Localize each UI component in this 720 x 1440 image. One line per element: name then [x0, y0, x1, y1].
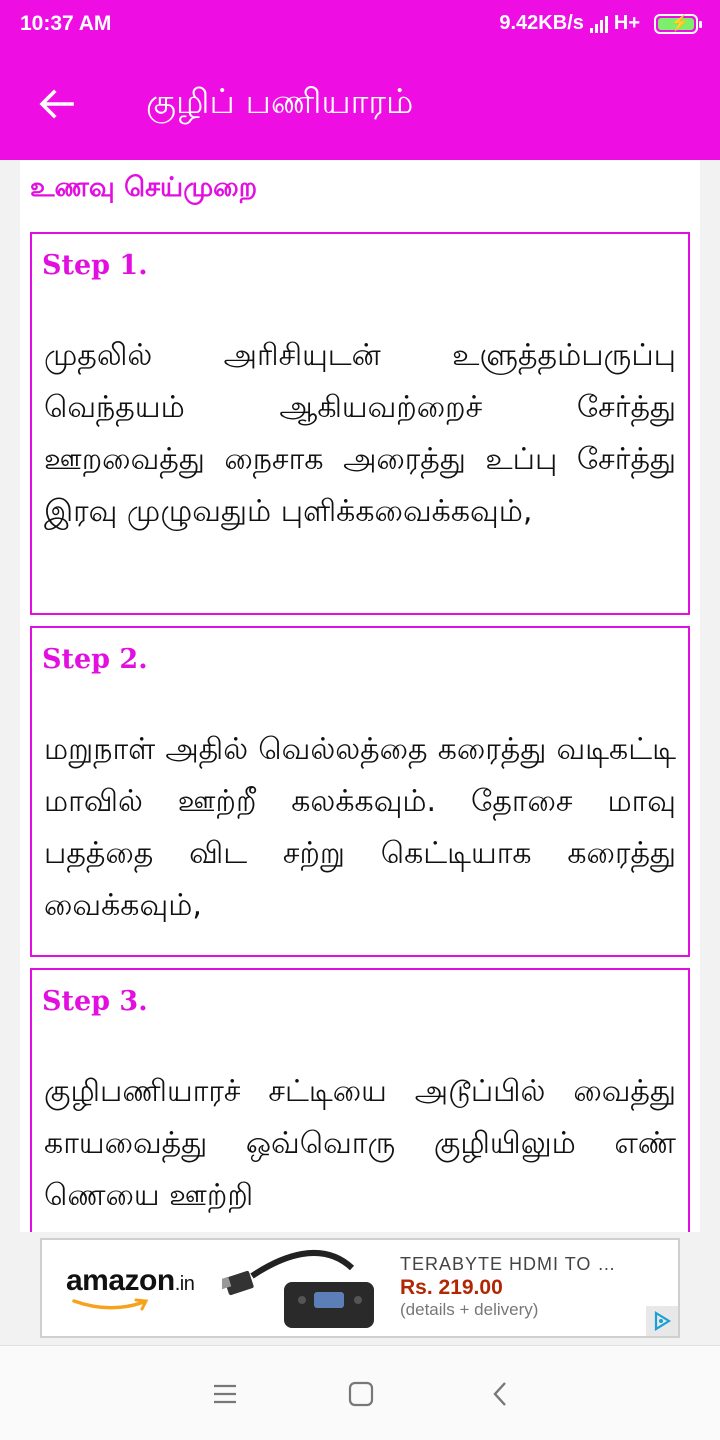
app-bar [0, 50, 720, 160]
status-indicators [499, 12, 698, 35]
step-card [30, 626, 690, 957]
step-card [30, 232, 690, 615]
recipe-content[interactable] [20, 160, 700, 1232]
amazon-logo-text: amazon [66, 1264, 175, 1297]
status-bar [0, 0, 720, 50]
ad-details: (details + delivery) [400, 1300, 539, 1319]
nav-back-button[interactable] [480, 1376, 520, 1412]
ad-price: Rs. 219.00 [400, 1276, 503, 1299]
ad-banner[interactable] [40, 1238, 680, 1338]
step-label: Step 3. [42, 986, 148, 1017]
page-title: குழிப் பணியாரம் [146, 82, 414, 122]
product-image [222, 1246, 382, 1334]
network-type: H+ [613, 12, 640, 34]
step-text: முதலில் அரிசியுடன் உளுத்தம்பருப்பு வெந்தயம் ஆகியவற்றைச் சேர்த்து ஊறவைத்து நைசாக அரைத்து உப்பு சேர்த்து இரவு முழுவதும் புளிக்கவைக்கவும், [44, 338, 676, 529]
arrow-back-icon [38, 88, 74, 120]
recent-apps-button[interactable] [205, 1376, 245, 1412]
charging-bolt-icon: ⚡ [670, 14, 690, 32]
home-square-icon [348, 1381, 374, 1407]
step-card [30, 968, 690, 1232]
amazon-smile-icon [72, 1298, 152, 1312]
status-time: 10:37 AM [20, 12, 112, 35]
step-label: Step 1. [42, 250, 148, 281]
amazon-logo [66, 1264, 194, 1298]
home-button[interactable] [341, 1376, 381, 1412]
signal-icon [590, 15, 608, 33]
system-nav-bar [0, 1345, 720, 1440]
section-heading: உணவு செய்முறை [30, 172, 258, 203]
step-text: குழிபணியாரச் சட்டியை அடூப்பில் வைத்து காயவைத்து ஒவ்வொரு குழியிலும் எண் ணெயை ஊற்றி [44, 1074, 676, 1213]
amazon-logo-suffix: .in [174, 1273, 195, 1295]
ad-choices-icon[interactable] [646, 1306, 678, 1336]
battery-charging-icon [654, 14, 698, 34]
step-text: மறுநாள் அதில் வெல்லத்தை கரைத்து வடிகட்டி மாவில் ஊற்றீ கலக்கவும். தோசை மாவு பதத்தை விட சற்று கெட்டியாக கரைத்து வைக்கவும், [44, 732, 676, 923]
network-speed: 9.42KB/s [499, 12, 584, 34]
ad-product-title: TERABYTE HDMI TO … [400, 1254, 617, 1274]
menu-icon [212, 1383, 238, 1405]
back-chevron-icon [490, 1380, 510, 1408]
step-label: Step 2. [42, 644, 148, 675]
back-button[interactable] [30, 78, 82, 130]
